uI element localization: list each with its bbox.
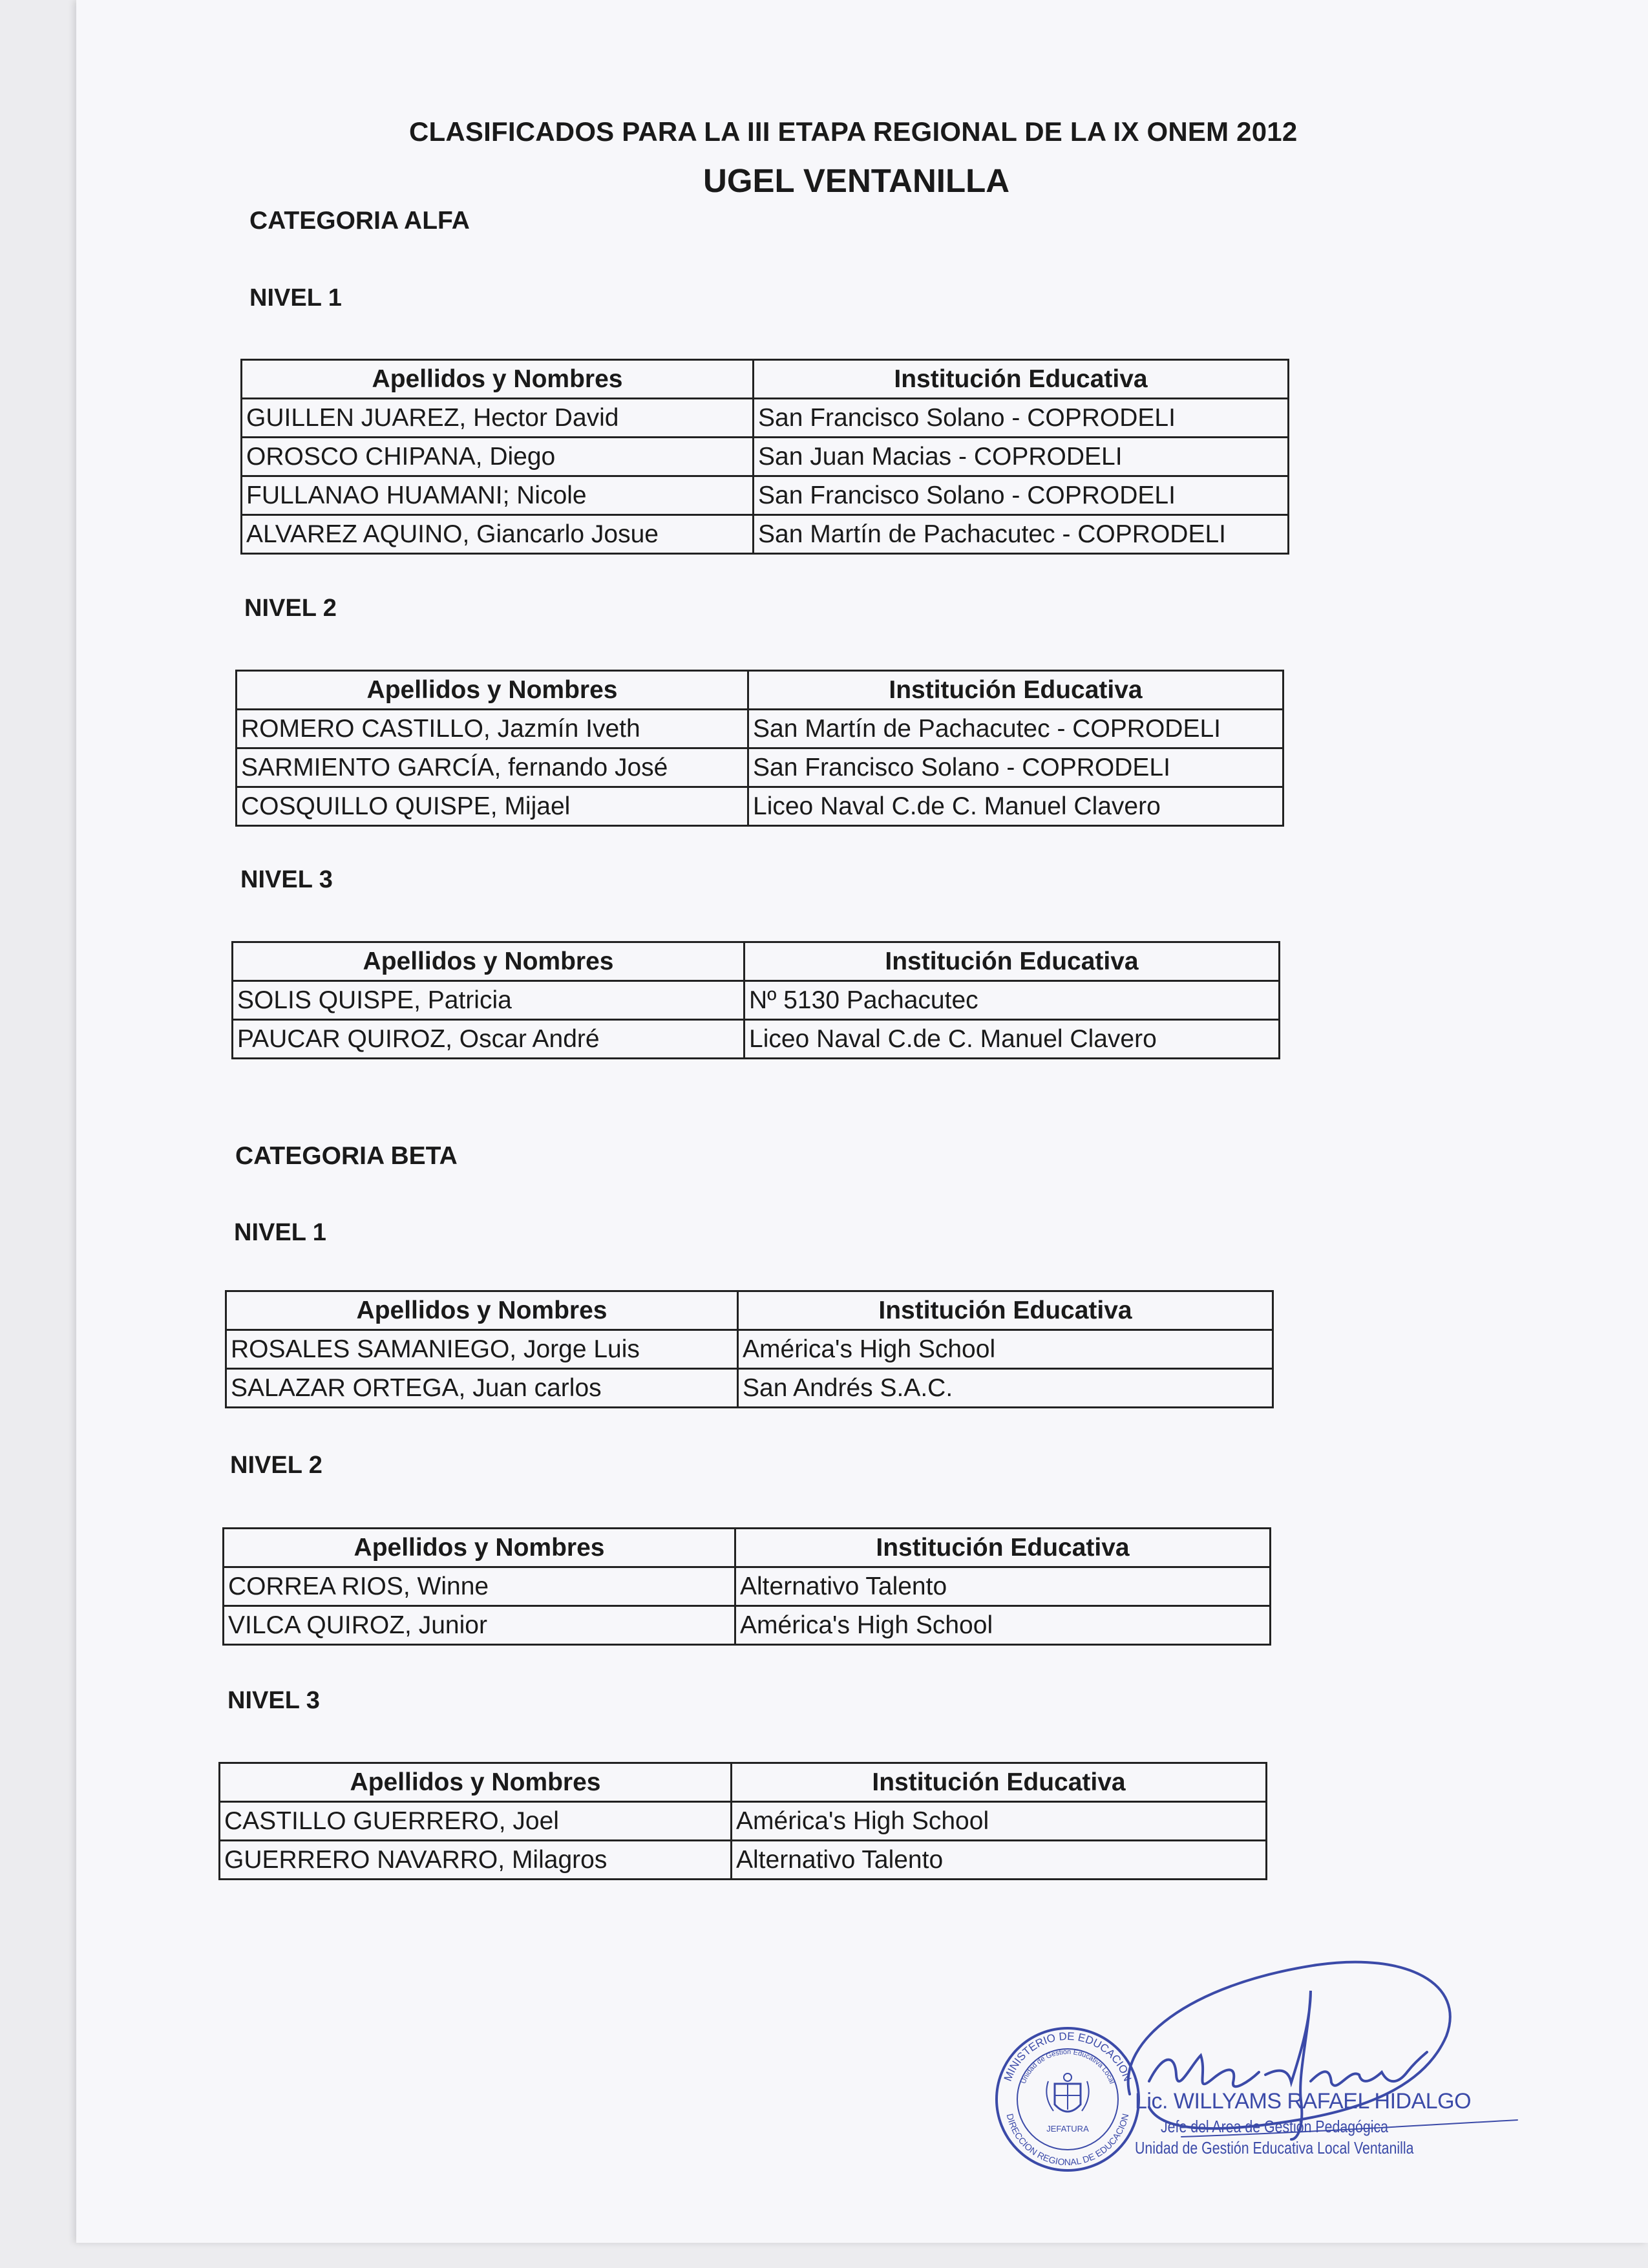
results-table-beta-3 — [218, 1762, 1267, 1880]
school-cell: San Martín de Pachacutec - COPRODELI — [748, 710, 1284, 748]
student-name-cell: OROSCO CHIPANA, Diego — [242, 438, 754, 476]
student-name-cell: ROSALES SAMANIEGO, Jorge Luis — [226, 1330, 738, 1369]
student-name-cell: COSQUILLO QUISPE, Mijael — [237, 787, 748, 826]
signature-block — [1135, 2089, 1475, 2158]
school-cell: América's High School — [738, 1330, 1273, 1369]
school-cell: Nº 5130 Pachacutec — [745, 981, 1280, 1020]
seal-top-text: MINISTERIO DE EDUCACION — [1001, 2030, 1134, 2083]
table-row — [224, 1567, 1271, 1606]
table-header-row — [220, 1763, 1267, 1802]
seal-inner-text: Unidad de Gestión Educativa Local — [1019, 2048, 1116, 2085]
table-row — [233, 1020, 1280, 1059]
table-header-row — [233, 942, 1280, 981]
results-table-beta-2 — [222, 1527, 1271, 1646]
student-name-cell: GUILLEN JUAREZ, Hector David — [242, 399, 754, 438]
school-cell: América's High School — [735, 1606, 1271, 1645]
student-name-cell: SARMIENTO GARCÍA, fernando José — [237, 748, 748, 787]
column-header-name: Apellidos y Nombres — [242, 360, 754, 399]
results-table-alfa-3 — [231, 941, 1280, 1059]
signatory-name: Lic. WILLYAMS RAFAEL HIDALGO — [1135, 2089, 1472, 2114]
student-name-cell: CASTILLO GUERRERO, Joel — [220, 1802, 732, 1841]
seal-center-text: JEFATURA — [1046, 2124, 1089, 2134]
column-header-school: Institución Educativa — [735, 1529, 1271, 1567]
column-header-name: Apellidos y Nombres — [233, 942, 745, 981]
school-cell: Alternativo Talento — [735, 1567, 1271, 1606]
level-heading-alfa-3: NIVEL 3 — [240, 866, 333, 893]
student-name-cell: GUERRERO NAVARRO, Milagros — [220, 1841, 732, 1880]
school-cell: San Francisco Solano - COPRODELI — [754, 476, 1289, 515]
column-header-name: Apellidos y Nombres — [220, 1763, 732, 1802]
table-row — [224, 1606, 1271, 1645]
document-subtitle: UGEL VENTANILLA — [703, 162, 1010, 199]
student-name-cell: SOLIS QUISPE, Patricia — [233, 981, 745, 1020]
column-header-school: Institución Educativa — [745, 942, 1280, 981]
student-name-cell: PAUCAR QUIROZ, Oscar André — [233, 1020, 745, 1059]
table-row — [237, 710, 1284, 748]
category-heading-beta: CATEGORIA BETA — [235, 1142, 458, 1170]
level-heading-beta-1: NIVEL 1 — [234, 1219, 326, 1246]
table-row — [220, 1802, 1267, 1841]
school-cell: San Francisco Solano - COPRODELI — [754, 399, 1289, 438]
student-name-cell: SALAZAR ORTEGA, Juan carlos — [226, 1369, 738, 1408]
table-header-row — [224, 1529, 1271, 1567]
school-cell: San Juan Macias - COPRODELI — [754, 438, 1289, 476]
level-heading-beta-2: NIVEL 2 — [230, 1452, 322, 1479]
table-header-row — [237, 671, 1284, 710]
table-row — [220, 1841, 1267, 1880]
column-header-name: Apellidos y Nombres — [226, 1291, 738, 1330]
column-header-school: Institución Educativa — [748, 671, 1284, 710]
table-row — [233, 981, 1280, 1020]
student-name-cell: CORREA RIOS, Winne — [224, 1567, 735, 1606]
table-row — [242, 476, 1289, 515]
school-cell: América's High School — [732, 1802, 1267, 1841]
table-row — [237, 787, 1284, 826]
student-name-cell: ROMERO CASTILLO, Jazmín Iveth — [237, 710, 748, 748]
student-name-cell: FULLANAO HUAMANI; Nicole — [242, 476, 754, 515]
level-heading-beta-3: NIVEL 3 — [227, 1687, 320, 1714]
signatory-role: Jefe del Area de Gestión Pedagógica — [1161, 2117, 1389, 2136]
table-row — [242, 515, 1289, 554]
level-heading-alfa-2: NIVEL 2 — [244, 595, 337, 622]
column-header-school: Institución Educativa — [738, 1291, 1273, 1330]
table-row — [242, 399, 1289, 438]
school-cell: Liceo Naval C.de C. Manuel Clavero — [748, 787, 1284, 826]
school-cell: Alternativo Talento — [732, 1841, 1267, 1880]
table-row — [242, 438, 1289, 476]
school-cell: San Andrés S.A.C. — [738, 1369, 1273, 1408]
coat-of-arms-icon — [1046, 2073, 1088, 2112]
table-header-row — [226, 1291, 1273, 1330]
column-header-name: Apellidos y Nombres — [224, 1529, 735, 1567]
student-name-cell: VILCA QUIROZ, Junior — [224, 1606, 735, 1645]
table-header-row — [242, 360, 1289, 399]
column-header-school: Institución Educativa — [754, 360, 1289, 399]
column-header-school: Institución Educativa — [732, 1763, 1267, 1802]
school-cell: San Martín de Pachacutec - COPRODELI — [754, 515, 1289, 554]
table-row — [226, 1369, 1273, 1408]
table-row — [237, 748, 1284, 787]
scanned-page — [76, 0, 1648, 2243]
results-table-alfa-1 — [240, 359, 1289, 555]
category-heading-alfa: CATEGORIA ALFA — [249, 207, 470, 235]
results-table-beta-1 — [225, 1290, 1274, 1408]
document-title: CLASIFICADOS PARA LA III ETAPA REGIONAL DE LA IX ONEM 2012 — [409, 116, 1298, 147]
school-cell: San Francisco Solano - COPRODELI — [748, 748, 1284, 787]
school-cell: Liceo Naval C.de C. Manuel Clavero — [745, 1020, 1280, 1059]
level-heading-alfa-1: NIVEL 1 — [249, 284, 342, 312]
seal-bottom-text: DIRECCION REGIONAL DE EDUCACION — [1004, 2112, 1131, 2168]
table-row — [226, 1330, 1273, 1369]
column-header-name: Apellidos y Nombres — [237, 671, 748, 710]
signatory-unit: Unidad de Gestión Educativa Local Ventanilla — [1135, 2138, 1414, 2157]
results-table-alfa-2 — [235, 670, 1284, 827]
student-name-cell: ALVAREZ AQUINO, Giancarlo Josue — [242, 515, 754, 554]
